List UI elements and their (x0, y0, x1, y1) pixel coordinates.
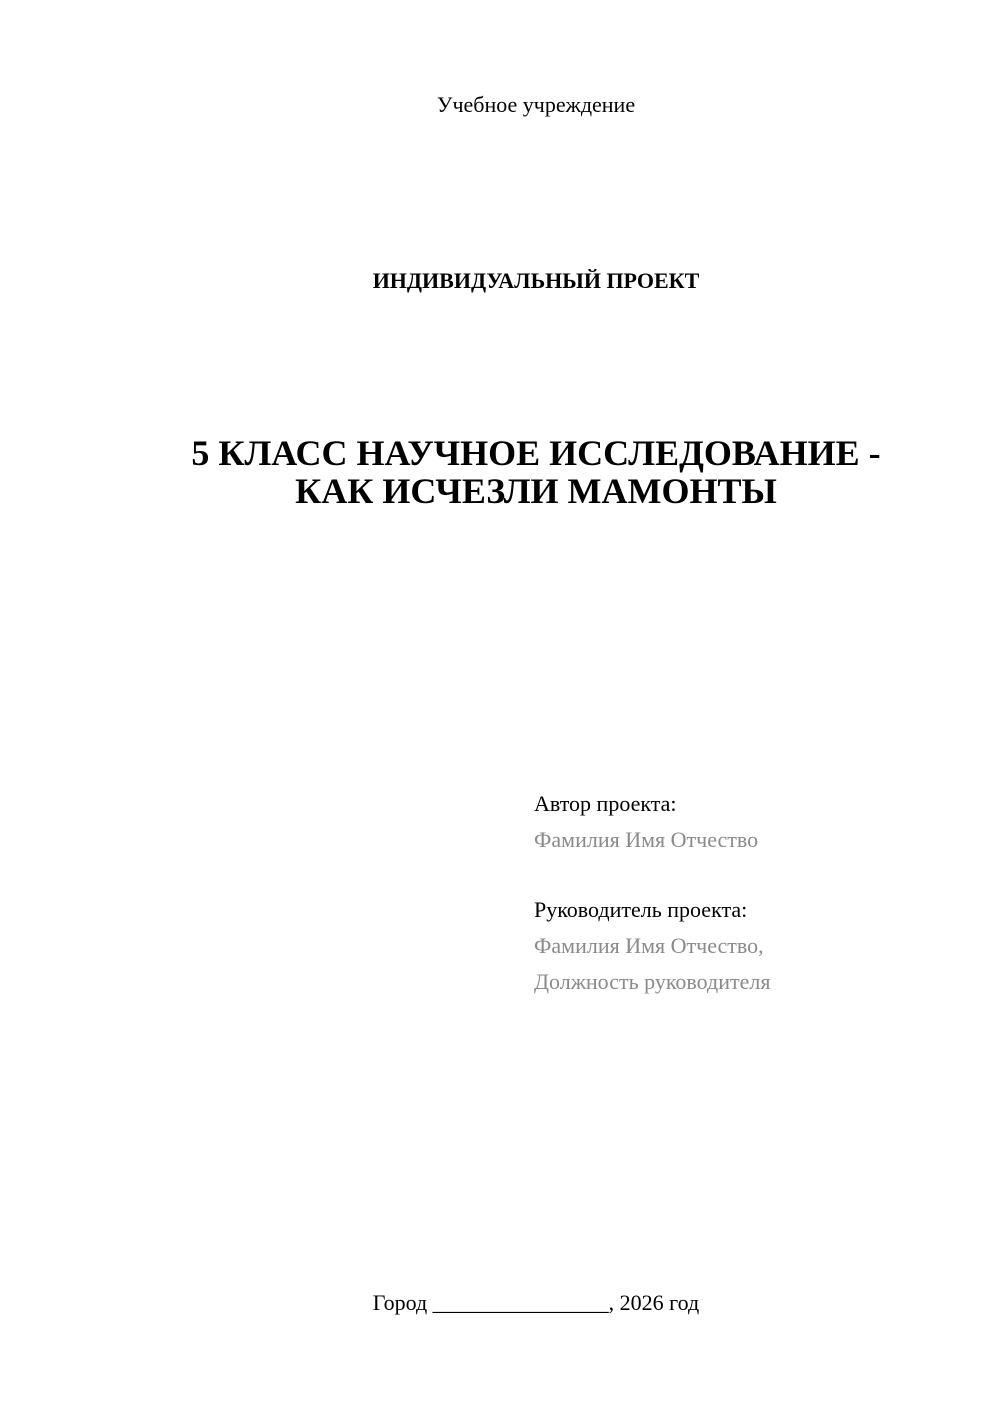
city-year-line: Город ________________, 2026 год (372, 1290, 700, 1315)
info-spacer (534, 858, 974, 892)
supervisor-name: Фамилия Имя Отчество, (534, 933, 764, 958)
project-title-line-1: 5 КЛАСС НАУЧНОЕ ИССЛЕДОВАНИЕ - (191, 433, 881, 473)
supervisor-position: Должность руководителя (534, 969, 771, 994)
author-name: Фамилия Имя Отчество (534, 827, 759, 852)
document-type: ИНДИВИДУАЛЬНЫЙ ПРОЕКТ (372, 268, 700, 293)
author-label: Автор проекта: (534, 791, 677, 816)
project-title-line-2: КАК ИСЧЕЗЛИ МАМОНТЫ (295, 471, 777, 511)
institution-name: Учебное учреждение (436, 92, 636, 117)
supervisor-label: Руководитель проекта: (534, 897, 748, 922)
project-title (0, 434, 1000, 510)
project-info-block (534, 786, 974, 1000)
